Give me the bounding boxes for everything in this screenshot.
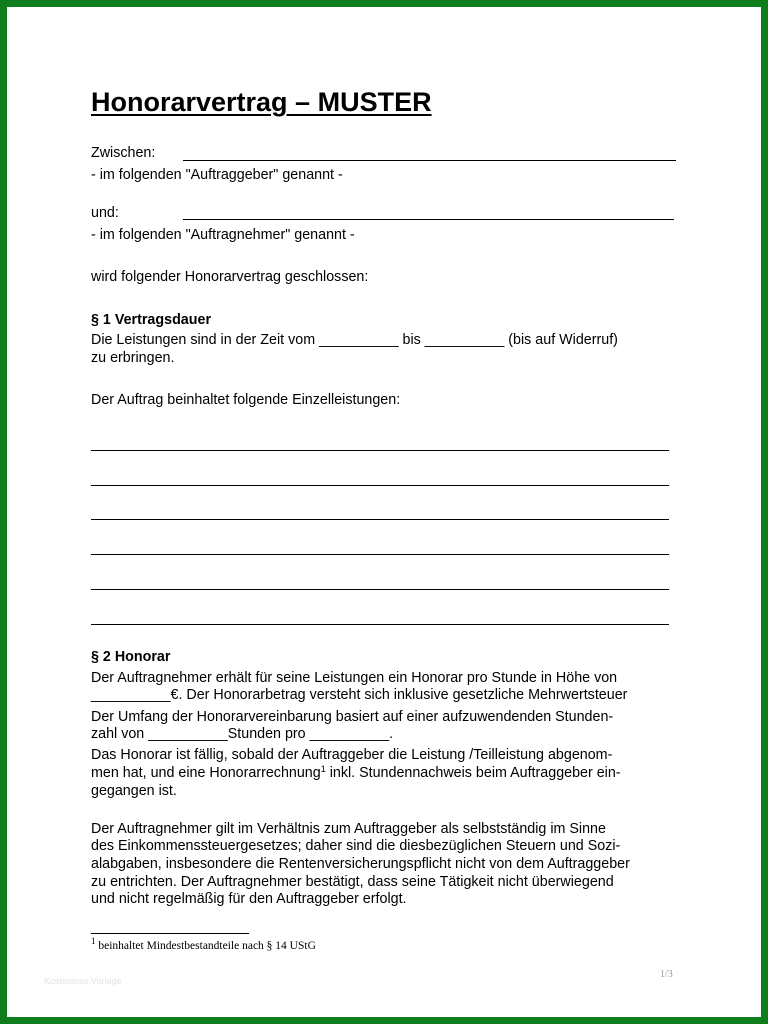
service-entry-line[interactable] <box>91 624 669 625</box>
section2-p4-line2: des Einkommenssteuergesetzes; daher sind die diesbezüglichen Steuern und Sozi- <box>91 838 621 854</box>
between-label: Zwischen: <box>91 145 156 161</box>
contractor-designation: - im folgenden "Auftragnehmer" genannt - <box>91 227 355 243</box>
section2-heading: § 2 Honorar <box>91 649 171 665</box>
footnote-separator <box>91 933 249 934</box>
section1-line1: Die Leistungen sind in der Zeit vom __________ bis __________ (bis auf Widerruf) <box>91 332 618 348</box>
section2-p4-line3: alabgaben, insbesondere die Rentenversicherungspflicht nicht von dem Auftraggeber <box>91 856 630 872</box>
document-title: Honorarvertrag – MUSTER <box>91 87 432 117</box>
section2-p2-line2: zahl von __________Stunden pro __________. <box>91 726 394 742</box>
service-entry-line[interactable] <box>91 519 669 520</box>
watermark: Kostenlose Vorlage <box>44 976 122 986</box>
section2-p4-line5: und nicht regelmäßig für den Auftraggeber erfolgt. <box>91 891 407 907</box>
contract-concluded-text: wird folgender Honorarvertrag geschlossen: <box>91 269 369 285</box>
section2-p4-line4: zu entrichten. Der Auftragnehmer bestätigt, dass seine Tätigkeit nicht überwiegend <box>91 874 614 890</box>
service-entry-line[interactable] <box>91 589 669 590</box>
and-label: und: <box>91 205 119 221</box>
service-entry-line[interactable] <box>91 485 669 486</box>
section2-p3-line2 <box>91 764 621 782</box>
service-entry-line[interactable] <box>91 554 669 555</box>
section2-p3-line2-start: men hat, und eine Honorarrechnung <box>91 765 321 781</box>
footnote-text: beinhaltet Mindestbestandteile nach § 14 UStG <box>95 940 316 952</box>
section2-p2-line1: Der Umfang der Honorarvereinbarung basiert auf einer aufzuwendenden Stunden- <box>91 709 614 725</box>
client-designation: - im folgenden "Auftraggeber" genannt - <box>91 167 343 183</box>
section2-p3-line1: Das Honorar ist fällig, sobald der Auftraggeber die Leistung /Teilleistung abgenom- <box>91 747 613 763</box>
client-name-line[interactable] <box>183 160 676 161</box>
service-entry-line[interactable] <box>91 450 669 451</box>
page-number: 1/3 <box>660 969 673 980</box>
section2-p3-line2-end: inkl. Stundennachweis beim Auftraggeber ein- <box>325 765 621 781</box>
contractor-name-line[interactable] <box>183 219 674 220</box>
footnote <box>91 936 316 953</box>
section1-line2: zu erbringen. <box>91 350 175 366</box>
footnote-reference: 1 <box>320 764 326 774</box>
services-intro: Der Auftrag beinhaltet folgende Einzelleistungen: <box>91 392 401 408</box>
section2-p1-line2: __________€. Der Honorarbetrag versteht sich inklusive gesetzliche Mehrwertsteuer <box>91 687 628 703</box>
section1-heading: § 1 Vertragsdauer <box>91 312 212 328</box>
section2-p1-line1: Der Auftragnehmer erhält für seine Leistungen ein Honorar pro Stunde in Höhe von <box>91 670 618 686</box>
footnote-marker: 1 <box>91 936 96 946</box>
section2-p4-line1: Der Auftragnehmer gilt im Verhältnis zum Auftraggeber als selbstständig im Sinne <box>91 821 606 837</box>
section2-p3-line3: gegangen ist. <box>91 783 177 799</box>
